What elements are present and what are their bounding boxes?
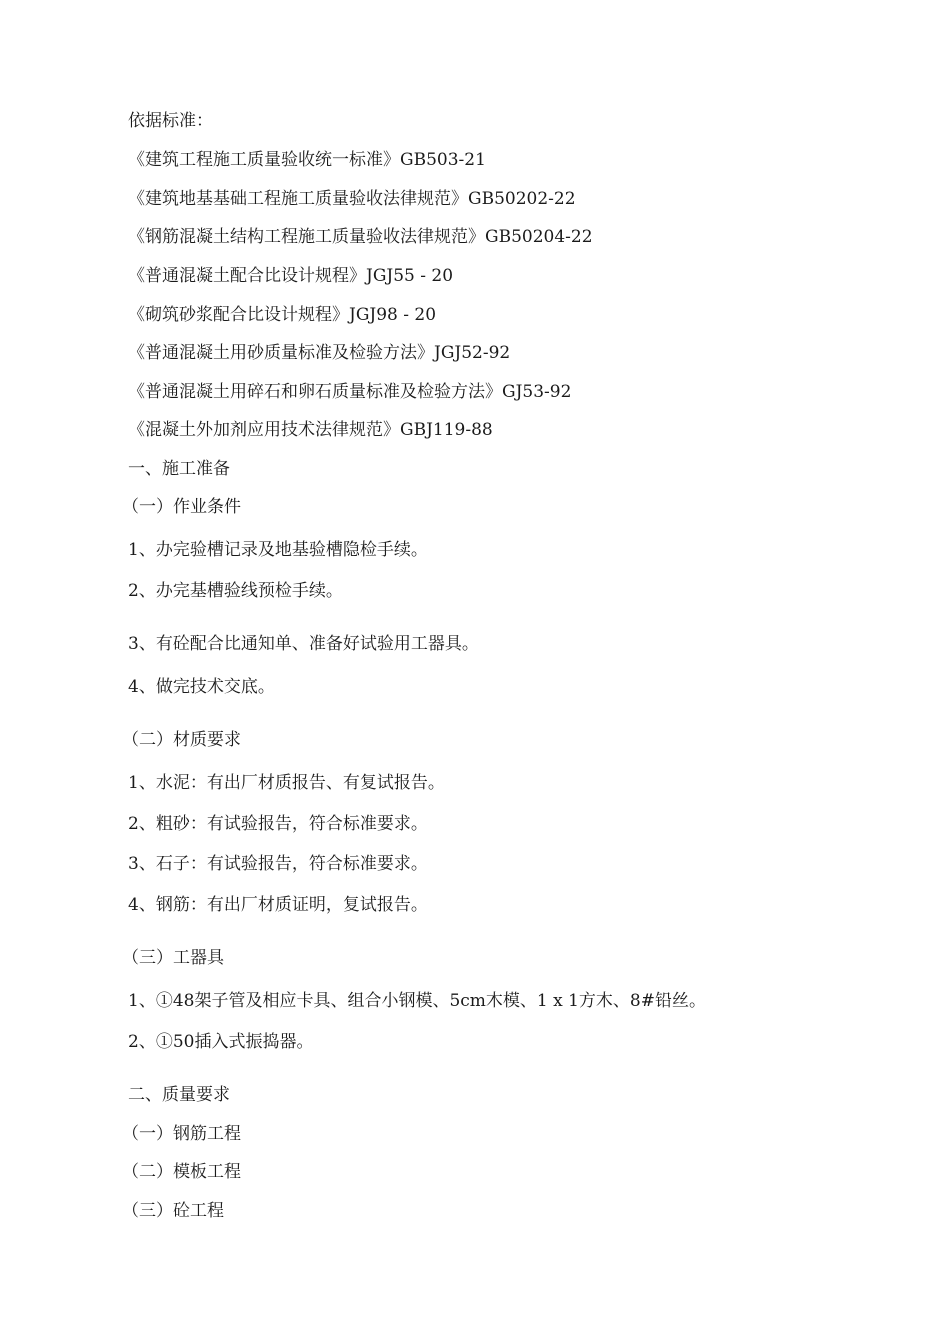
standard-item: 《建筑工程施工质量验收统一标准》GB503-21	[128, 150, 486, 170]
list-item: 4、钢筋：有出厂材质证明，复试报告。	[128, 895, 428, 915]
subsection-title-formwork: （二）模板工程	[122, 1162, 241, 1182]
standard-item: 《普通混凝土配合比设计规程》JGJ55 - 20	[128, 266, 454, 286]
subsection-title-tools: （三）工器具	[122, 948, 224, 968]
subsection-title-concrete: （三）砼工程	[122, 1201, 224, 1221]
standard-item: 《普通混凝土用砂质量标准及检验方法》JGJ52-92	[128, 343, 511, 363]
standard-item: 《建筑地基基础工程施工质量验收法律规范》GB50202-22	[128, 189, 576, 209]
list-item: 4、做完技术交底。	[128, 677, 275, 697]
subsection-title-rebar: （一）钢筋工程	[122, 1124, 241, 1144]
list-item: 1、①48架子管及相应卡具、组合小钢模、5cm木模、1 x 1方木、8#铅丝。	[128, 991, 706, 1011]
standard-item: 《混凝土外加剂应用技术法律规范》GBJ119-88	[128, 420, 493, 440]
section-title-preparation: 一、施工准备	[128, 459, 230, 479]
standards-heading: 依据标准：	[128, 111, 213, 131]
list-item: 2、粗砂：有试验报告，符合标准要求。	[128, 814, 428, 834]
subsection-title-materials: （二）材质要求	[122, 730, 241, 750]
list-item: 2、①50插入式振捣器。	[128, 1032, 314, 1052]
standard-item: 《砌筑砂浆配合比设计规程》JGJ98 - 20	[128, 305, 437, 325]
subsection-title-conditions: （一）作业条件	[122, 497, 241, 517]
standard-item: 《普通混凝土用碎石和卵石质量标准及检验方法》GJ53-92	[128, 382, 572, 402]
list-item: 3、石子：有试验报告，符合标准要求。	[128, 854, 428, 874]
list-item: 3、有砼配合比通知单、准备好试验用工器具。	[128, 634, 479, 654]
list-item: 1、办完验槽记录及地基验槽隐检手续。	[128, 540, 428, 560]
standard-item: 《钢筋混凝土结构工程施工质量验收法律规范》GB50204-22	[128, 227, 593, 247]
list-item: 1、水泥：有出厂材质报告、有复试报告。	[128, 773, 445, 793]
section-title-quality: 二、质量要求	[128, 1085, 230, 1105]
list-item: 2、办完基槽验线预检手续。	[128, 581, 343, 601]
